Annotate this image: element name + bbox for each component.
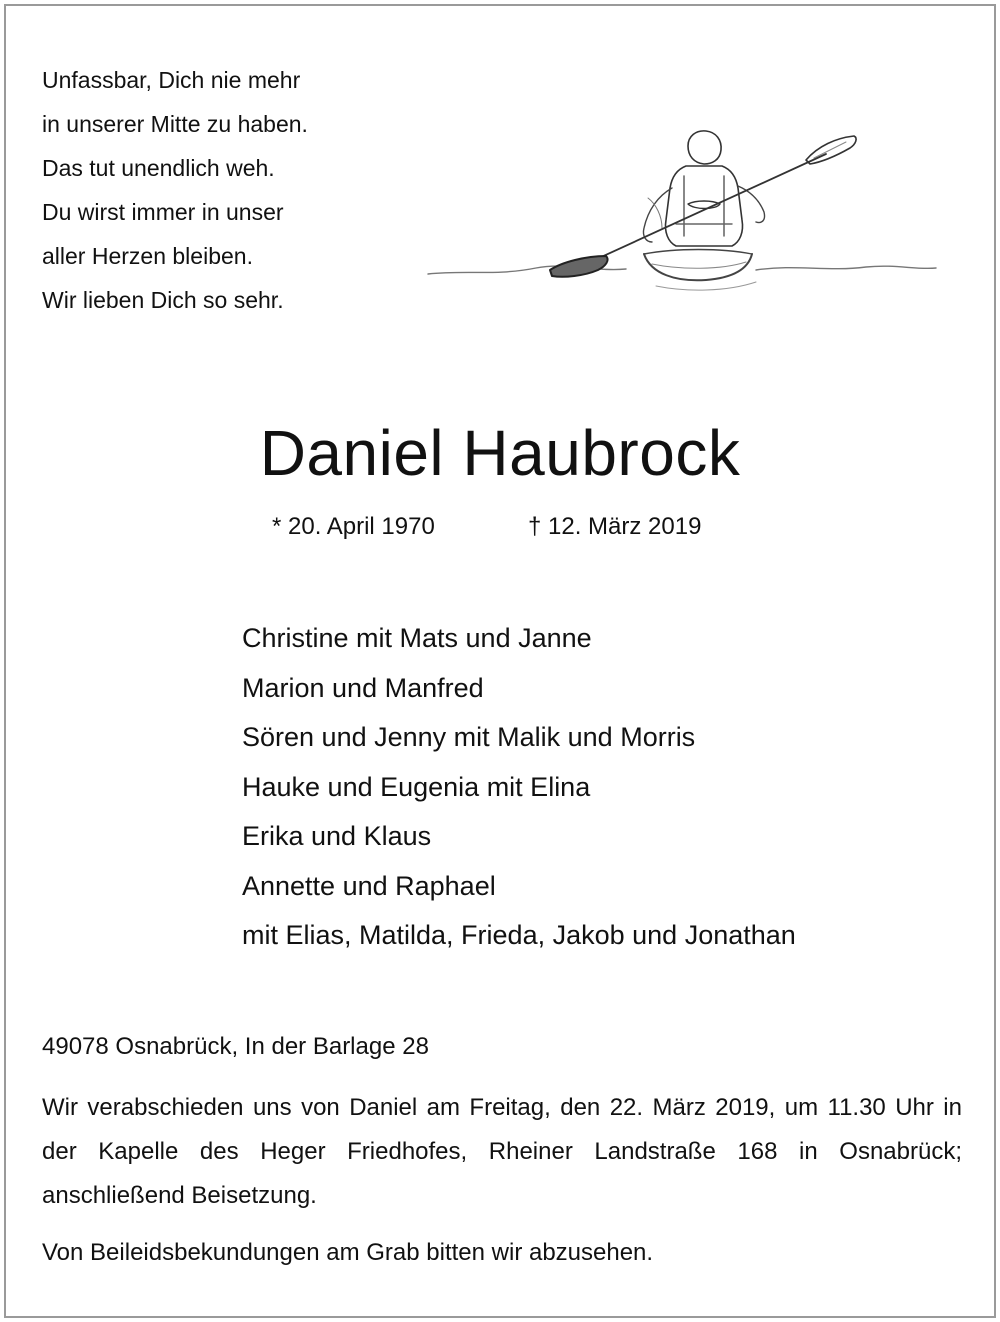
poem-line: in unserer Mitte zu haben. <box>42 111 308 137</box>
poem-line: Das tut unendlich weh. <box>42 155 275 181</box>
family-line: Marion und Manfred <box>242 672 484 703</box>
family-line: Christine mit Mats und Janne <box>242 623 592 653</box>
kayaker-sketch-icon <box>426 124 946 354</box>
funeral-details: Wir verabschieden uns von Daniel am Freitag, den 22. März 2019, um 11.30 Uhr in der Kapelle des Heger Friedhofes, Rheiner Landstraße 168 in Osnabrück; anschließend Beisetzung. <box>42 1094 962 1209</box>
family-line: mit Elias, Matilda, Frieda, Jakob und Jonathan <box>242 920 796 950</box>
condolence-note: Von Beileidsbekundungen am Grab bitten wir abzusehen. <box>42 1239 654 1266</box>
deceased-name: Daniel Haubrock <box>259 417 741 489</box>
family-line: Erika und Klaus <box>242 821 432 851</box>
poem-line: Wir lieben Dich so sehr. <box>42 287 284 313</box>
address: 49078 Osnabrück, In der Barlage 28 <box>42 1033 429 1060</box>
poem-line: Du wirst immer in unser <box>42 199 284 225</box>
family-line: Sören und Jenny mit Malik und Morris <box>242 722 696 752</box>
death-date: † 12. März 2019 <box>528 513 702 540</box>
birth-date: * 20. April 1970 <box>272 513 435 540</box>
poem <box>42 58 308 322</box>
poem-line: Unfassbar, Dich nie mehr <box>42 67 301 93</box>
poem-line: aller Herzen bleiben. <box>42 243 253 269</box>
family-list <box>242 614 796 961</box>
family-line: Hauke und Eugenia mit Elina <box>242 771 591 802</box>
family-line: Annette und Raphael <box>242 870 496 901</box>
obituary-card <box>4 4 996 1318</box>
